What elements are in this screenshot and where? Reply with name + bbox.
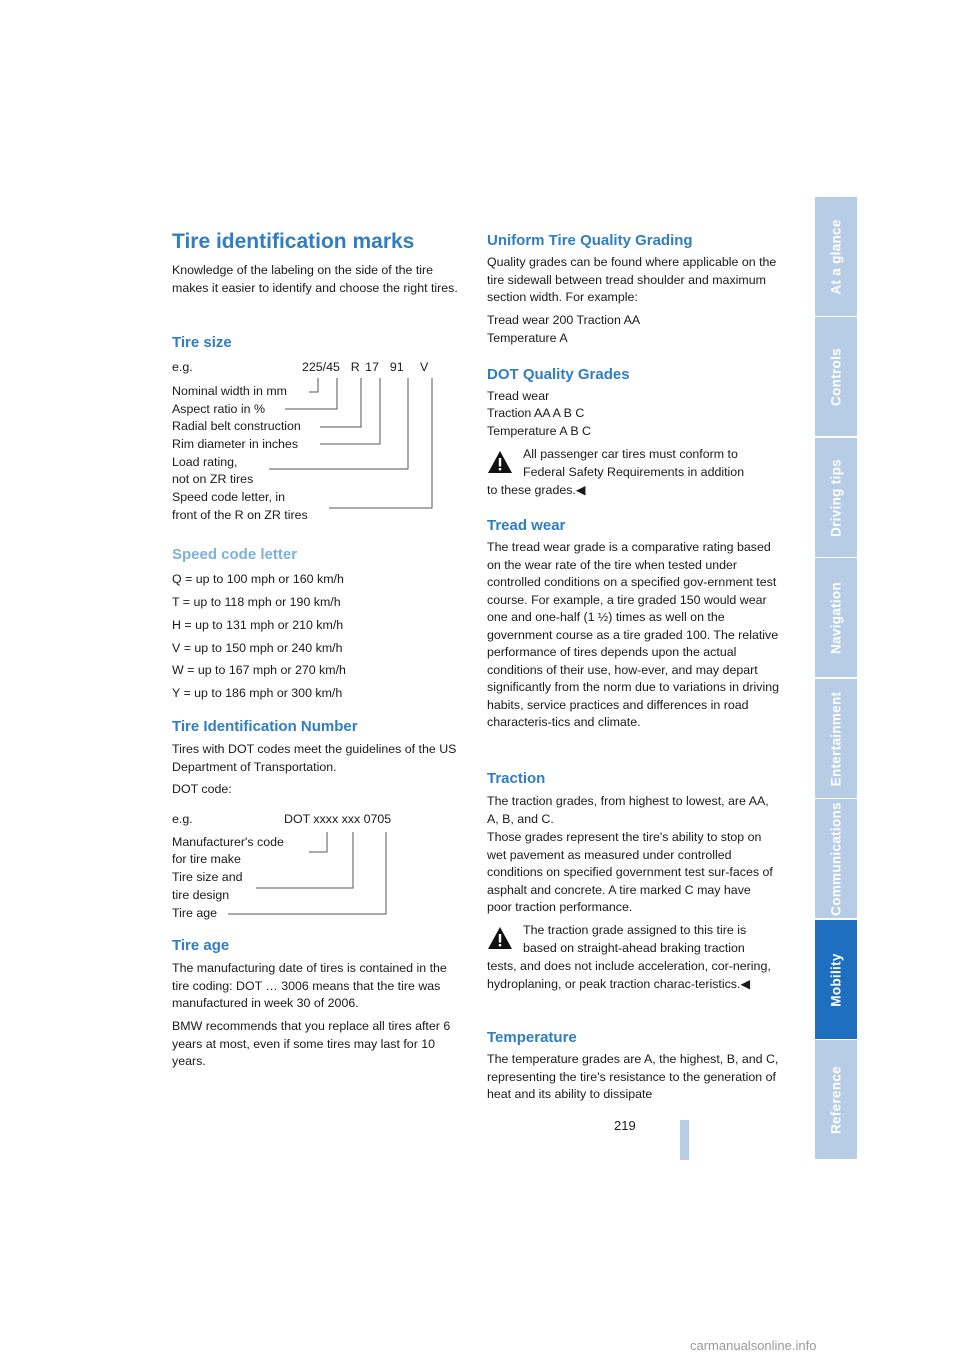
page-title: Tire identification marks (172, 230, 415, 253)
speed-item-w: W = up to 167 mph or 270 km/h (172, 663, 346, 677)
label-radial-belt: Radial belt construction (172, 419, 301, 433)
speed-code-heading: Speed code letter (172, 546, 298, 563)
tire-age-text-1: The manufacturing date of tires is contained in the tire coding: DOT … 3006 means that the tire was manufactured in week 30 of 2006. (172, 961, 447, 1010)
temperature-text: The temperature grades are A, the highest, B, and C, representing the tire's resistance to the generation of heat and its ability to dissipate (487, 1052, 779, 1101)
utqg-example-2: Temperature A (487, 331, 568, 345)
dot-code-label: DOT code: (172, 782, 232, 796)
label-speed-code-note: front of the R on ZR tires (172, 508, 308, 522)
label-rim-diameter: Rim diameter in inches (172, 437, 299, 451)
tire-age-heading: Tire age (172, 937, 230, 954)
utqg-text: Quality grades can be found where applicable on the tire sidewall between tread shoulder and maximum section width. For example: (487, 255, 777, 304)
tab-driving-tips[interactable] (815, 438, 857, 557)
page-number: 219 (614, 1118, 636, 1133)
label-load-rating-note: not on ZR tires (172, 472, 254, 486)
speed-item-v: V = up to 150 mph or 240 km/h (172, 641, 343, 655)
tab-reference[interactable] (815, 1040, 857, 1159)
tab-label: Controls (828, 347, 844, 406)
utqg-heading: Uniform Tire Quality Grading (487, 232, 693, 249)
leader-manufacturer (309, 832, 327, 852)
tire-age-text-2: BMW recommends that you replace all tires after 6 years at most, even if some tires may last for 10 years. (172, 1019, 451, 1068)
speed-item-y: Y = up to 186 mph or 300 km/h (172, 686, 343, 700)
label-manufacturer-2: for tire make (172, 852, 241, 866)
tin-text: Tires with DOT codes meet the guidelines of the US Department of Transportation. (172, 742, 457, 774)
speed-item-h: H = up to 131 mph or 210 km/h (172, 618, 344, 632)
traction-warning-line-1: The traction grade assigned to this tire is (523, 923, 747, 937)
utqg-example-1: Tread wear 200 Traction AA (487, 313, 641, 327)
traction-heading: Traction (487, 770, 546, 787)
tab-label: Navigation (828, 581, 844, 654)
dot-warning-line-2: Federal Safety Requirements in addition (523, 465, 745, 479)
dot-grades-heading: DOT Quality Grades (487, 366, 630, 383)
tab-controls[interactable] (815, 317, 857, 436)
tab-entertainment[interactable] (815, 679, 857, 798)
label-nominal-width: Nominal width in mm (172, 384, 287, 398)
traction-warning-line-2: based on straight-ahead braking traction (523, 941, 745, 955)
speed-item-t: T = up to 118 mph or 190 km/h (172, 595, 341, 609)
dot-leader-lines (172, 0, 464, 930)
dot-eg: e.g. (172, 812, 193, 826)
dot-grade-temperature: Temperature A B C (487, 424, 591, 438)
label-speed-code: Speed code letter, in (172, 490, 285, 504)
tab-label: Entertainment (828, 691, 844, 786)
traction-text-1: The traction grades, from highest to lowest, are AA, A, B, and C. (487, 794, 769, 826)
tread-wear-text: The tread wear grade is a comparative rating based on the wear rate of the tire when tested under controlled conditions on a specified gov-ernment test course. For example, a tire graded 150 would wear one and one-half (1 ½) times as well on the government course as a tire graded 100. The relative performance of tires depends upon the actual conditions of their use, how-ever, and may depart significantly from the norm due to variations in driving habits, service practices and differences in road characteris-tics and climate. (487, 540, 780, 729)
dot-warning-line-3: to these grades.◀ (487, 483, 586, 497)
tab-label: Mobility (828, 952, 844, 1007)
tin-heading: Tire Identification Number (172, 718, 358, 735)
traction-warning-rest: tests, and does not include acceleration, cor-nering, hydroplaning, or peak traction charac-teristics.◀ (487, 959, 771, 991)
intro-text: Knowledge of the labeling on the side of the tire makes it easier to identify and choose the right tires. (172, 263, 458, 295)
chapter-tabs (815, 197, 857, 1160)
label-tire-age: Tire age (172, 906, 217, 920)
temperature-heading: Temperature (487, 1029, 577, 1046)
watermark: carmanualsonline.info (690, 1338, 817, 1353)
tab-navigation[interactable] (815, 558, 857, 677)
tread-wear-heading: Tread wear (487, 517, 566, 534)
tab-at-a-glance[interactable] (815, 197, 857, 316)
warning-icon (487, 926, 513, 950)
tire-size-code: 225/45 R 17 91 V (302, 360, 429, 374)
tab-label: At a glance (828, 218, 844, 295)
tab-label: Reference (828, 1065, 844, 1134)
label-load-rating: Load rating, (172, 455, 238, 469)
traction-text-2: Those grades represent the tire's ability to stop on wet pavement as measured under controlled conditions on specified government test sur-faces of asphalt and concrete. A tire marked C may have poor traction performance. (487, 830, 773, 914)
label-tire-design: tire design (172, 888, 230, 902)
label-manufacturer: Manufacturer's code (172, 835, 284, 849)
page-marker-bar (680, 1120, 689, 1160)
tire-size-eg: e.g. (172, 360, 193, 374)
dot-grade-tread: Tread wear (487, 389, 550, 403)
tire-size-heading: Tire size (172, 334, 232, 351)
dot-code: DOT xxxx xxx 0705 (284, 812, 392, 826)
tab-communications[interactable] (815, 799, 857, 918)
dot-warning-line-1: All passenger car tires must conform to (523, 447, 738, 461)
tab-label: Driving tips (828, 458, 844, 537)
label-aspect-ratio: Aspect ratio in % (172, 402, 265, 416)
tab-mobility[interactable] (815, 920, 857, 1039)
dot-grade-traction: Traction AA A B C (487, 406, 585, 420)
label-tire-size: Tire size and (172, 870, 243, 884)
tab-label: Communications (828, 801, 844, 916)
speed-item-q: Q = up to 100 mph or 160 km/h (172, 572, 344, 586)
leader-size (256, 832, 353, 888)
leader-age (228, 832, 386, 914)
warning-icon (487, 450, 513, 474)
